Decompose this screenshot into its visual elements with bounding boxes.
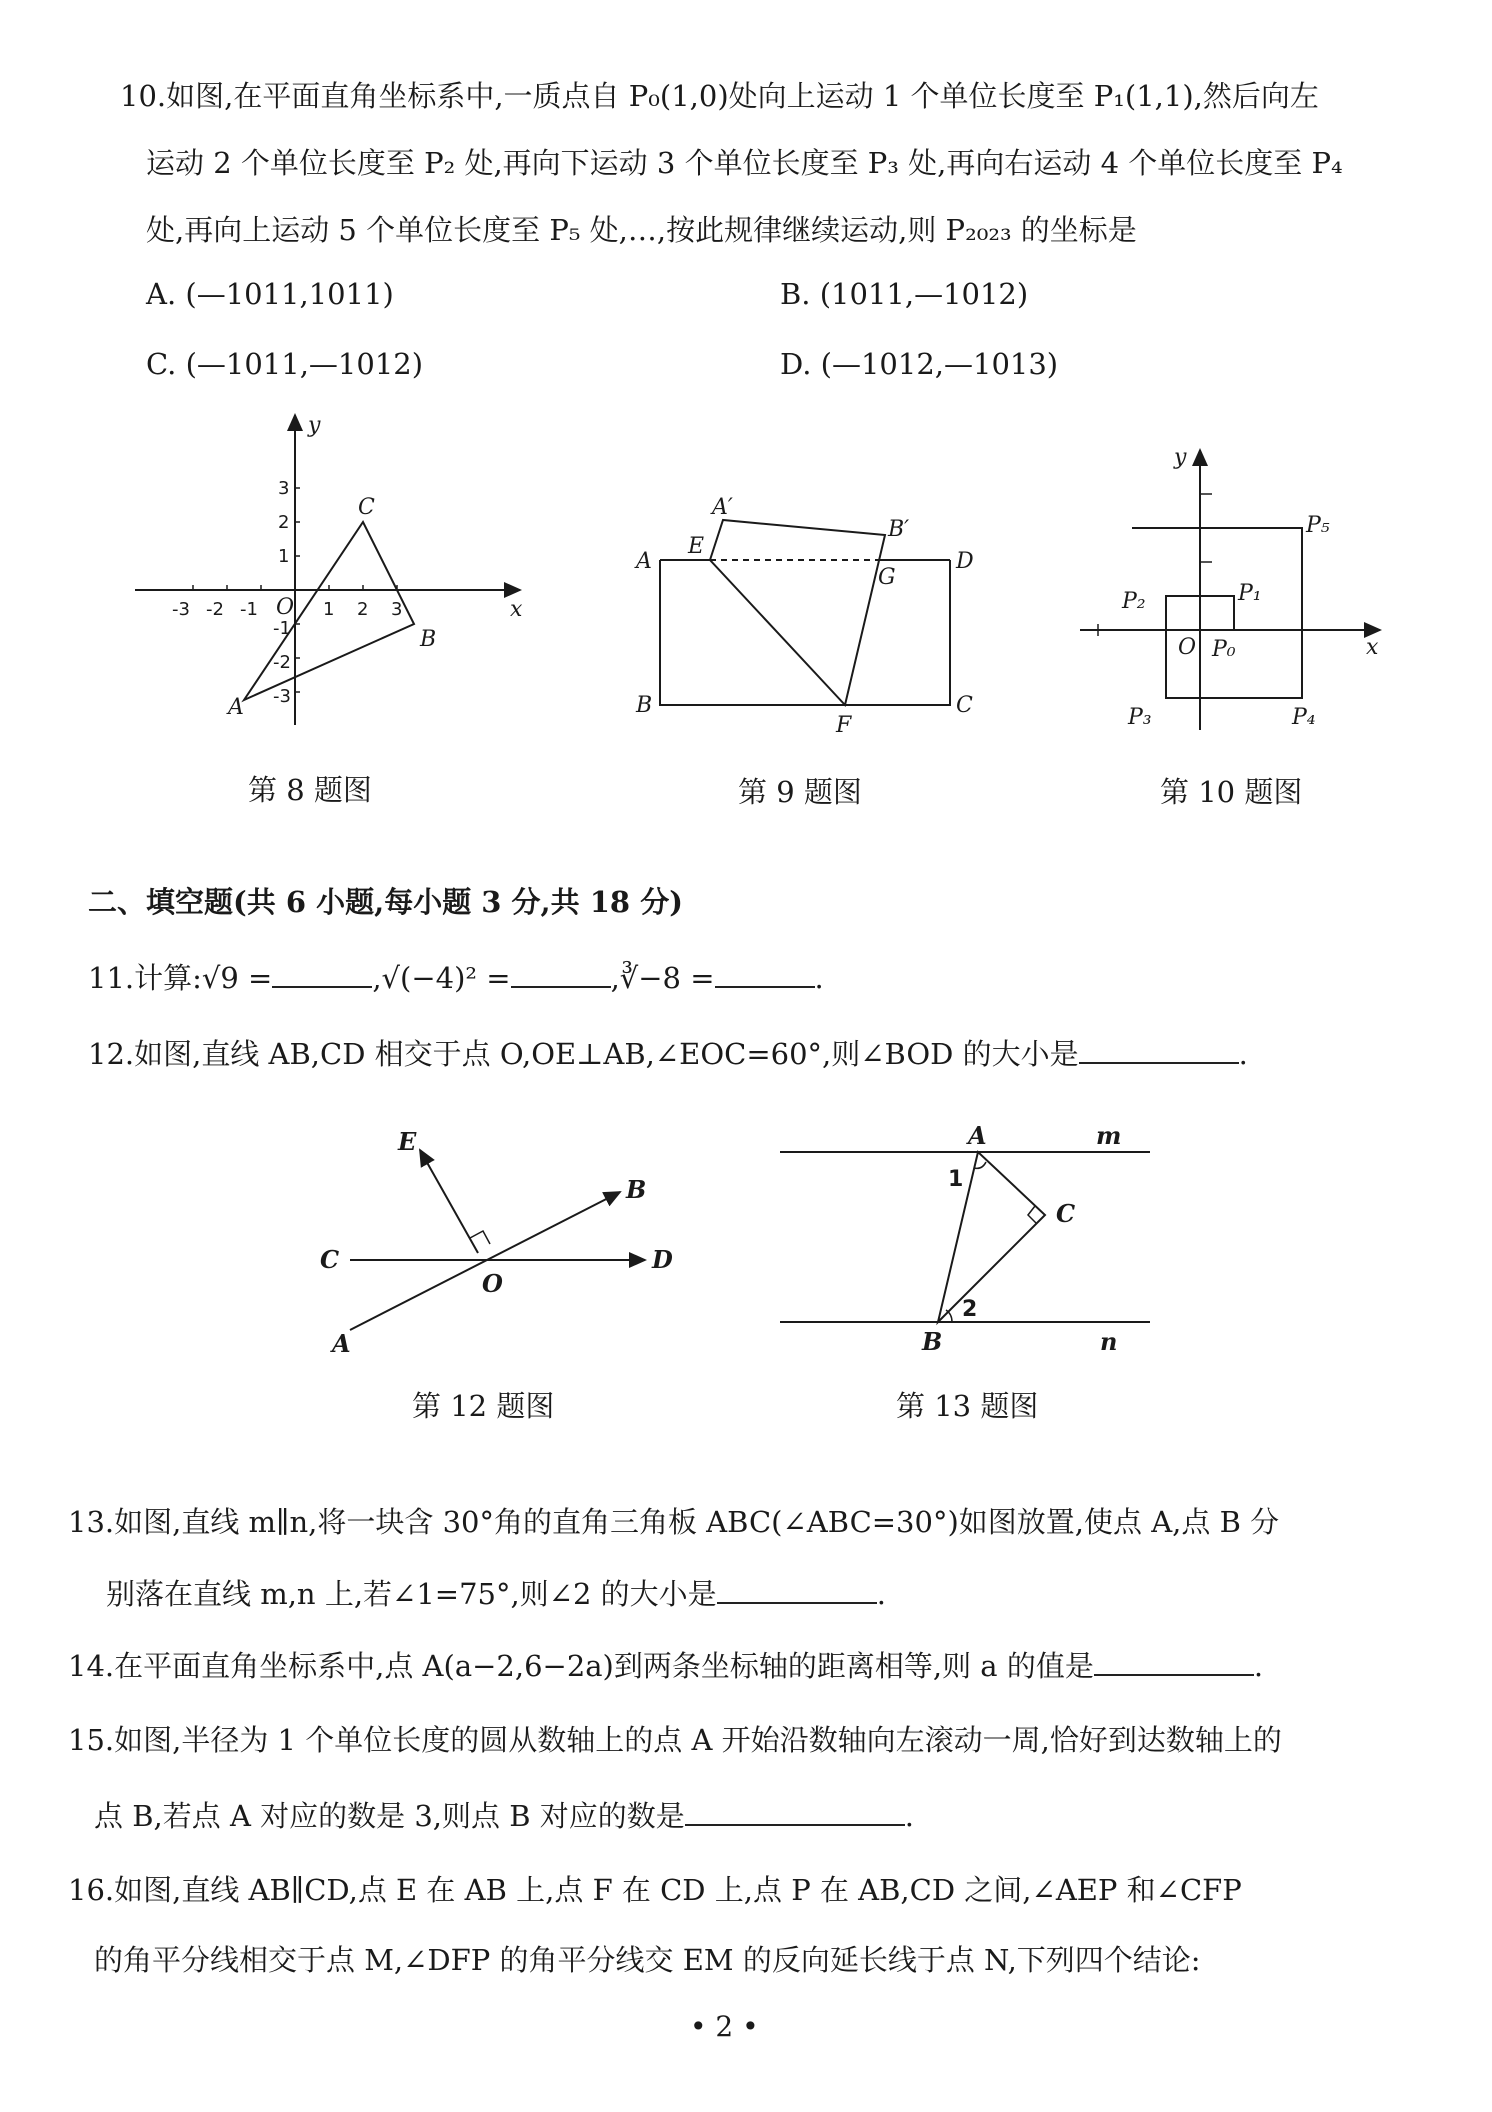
fig8-xtick-2: 2	[357, 599, 369, 620]
fig9-point-b-prime: B′	[888, 517, 910, 542]
fig9-folded-quad	[710, 520, 885, 705]
fig8-xtick-m1: -1	[240, 599, 258, 620]
q11-expr2: ,√(−4)² =	[372, 961, 511, 995]
fig8-point-a: A	[228, 695, 244, 720]
fig9-point-d: D	[956, 549, 974, 574]
fig13-point-b: B	[922, 1327, 943, 1356]
fig9-point-g: G	[878, 565, 896, 590]
q13-line1: 13.如图,直线 m∥n,将一块含 30°角的直角三角板 ABC(∠ABC=30°)如图放置,使点 A,点 B 分	[68, 1505, 1280, 1539]
q13-line2	[106, 1576, 886, 1612]
fig9-point-a: A	[636, 549, 652, 574]
q11-blank3[interactable]	[715, 960, 815, 988]
fig10-caption: 第 10 题图	[1160, 775, 1303, 809]
fig12-point-o: O	[482, 1269, 503, 1298]
q13-line2-text: 别落在直线 m,n 上,若∠1=75°,则∠2 的大小是	[106, 1577, 717, 1611]
figure-12	[310, 1120, 690, 1360]
q15-line2	[94, 1798, 914, 1834]
q10-option-c: C. (—1011,—1012)	[146, 347, 424, 381]
q11-blank1[interactable]	[272, 960, 372, 988]
fig13-right-angle	[1028, 1206, 1037, 1224]
fig10-y-label: y	[1174, 445, 1187, 470]
fig8-point-b: B	[420, 627, 437, 652]
fig9-caption: 第 9 题图	[738, 775, 862, 809]
q12-text: 12.如图,直线 AB,CD 相交于点 O,OE⊥AB,∠EOC=60°,则∠BOD 的大小是	[88, 1037, 1079, 1071]
q14-end: .	[1253, 1649, 1264, 1683]
fig8-ytick-3: 3	[278, 478, 290, 499]
fig8-ytick-m3: -3	[273, 686, 291, 707]
fig8-ytick-m2: -2	[273, 652, 291, 673]
fig12-point-d: D	[652, 1245, 673, 1274]
fig8-ytick-m1: -1	[273, 618, 291, 639]
q10-option-b: B. (1011,—1012)	[780, 277, 1029, 311]
fig10-point-p3: P₃	[1128, 705, 1152, 730]
fig9-point-e: E	[688, 534, 705, 559]
fig8-xtick-3: 3	[391, 599, 403, 620]
q11-end: .	[814, 961, 824, 995]
fig8-y-label: y	[308, 413, 321, 438]
fig8-caption: 第 8 题图	[248, 773, 372, 807]
fig8-origin: O	[276, 595, 295, 620]
q15-end: .	[904, 1799, 914, 1833]
fig9-point-b: B	[636, 693, 653, 718]
q10-option-a: A. (—1011,1011)	[146, 277, 394, 311]
fig10-point-p5: P₅	[1306, 513, 1330, 538]
q11-blank2[interactable]	[511, 960, 611, 988]
q11-prefix: 11.计算:	[88, 961, 202, 995]
fig10-point-p0: P₀	[1212, 637, 1236, 662]
fig8-xtick-1: 1	[323, 599, 335, 620]
fig8-xtick-m2: -2	[206, 599, 224, 620]
q15-blank[interactable]	[685, 1798, 905, 1826]
fig13-line-n-label: n	[1100, 1327, 1118, 1356]
figure-9	[630, 490, 980, 740]
fig13-point-c: C	[1056, 1199, 1076, 1228]
q10-option-d: D. (—1012,—1013)	[780, 347, 1059, 381]
q14-text: 14.在平面直角坐标系中,点 A(a−2,6−2a)到两条坐标轴的距离相等,则 a 的值是	[68, 1649, 1094, 1683]
section2-heading: 二、填空题(共 6 小题,每小题 3 分,共 18 分)	[88, 885, 683, 919]
fig13-angle2-label: 2	[962, 1297, 978, 1322]
fig9-rect-left-bottom	[660, 560, 950, 705]
figure-10	[1060, 440, 1400, 740]
q16-line1: 16.如图,直线 AB∥CD,点 E 在 AB 上,点 F 在 CD 上,点 P 在 AB,CD 之间,∠AEP 和∠CFP	[68, 1873, 1242, 1907]
fig13-point-a: A	[968, 1121, 987, 1150]
fig10-spiral-path	[1132, 528, 1302, 698]
figure-8	[130, 410, 530, 740]
fig12-caption: 第 12 题图	[412, 1389, 555, 1423]
fig8-ytick-2: 2	[278, 512, 290, 533]
fig8-x-label: x	[510, 597, 523, 622]
q13-end: .	[876, 1577, 886, 1611]
fig12-ray-oe	[420, 1150, 478, 1253]
q11-expr3: ,∛−8 =	[610, 961, 715, 995]
fig12-right-angle	[470, 1231, 490, 1244]
fig8-xtick-m3: -3	[172, 599, 190, 620]
q12	[88, 1036, 1248, 1072]
fig10-point-p1: P₁	[1238, 581, 1262, 606]
q11	[88, 960, 824, 996]
fig8-ytick-1: 1	[278, 546, 290, 567]
fig12-point-c: C	[320, 1245, 340, 1274]
q14	[68, 1648, 1263, 1684]
page-number: • 2 •	[690, 2010, 759, 2043]
fig10-point-p2: P₂	[1122, 589, 1146, 614]
q11-expr1: √9 =	[201, 961, 273, 995]
q12-end: .	[1238, 1037, 1248, 1071]
fig9-point-c: C	[956, 693, 973, 718]
q10-line2: 运动 2 个单位长度至 P₂ 处,再向下运动 3 个单位长度至 P₃ 处,再向右运动 4 个单位长度至 P₄	[146, 146, 1343, 180]
fig13-angle1-label: 1	[948, 1167, 964, 1192]
fig13-line-m-label: m	[1096, 1121, 1122, 1150]
q12-blank[interactable]	[1079, 1036, 1239, 1064]
q16-line2: 的角平分线相交于点 M,∠DFP 的角平分线交 EM 的反向延长线于点 N,下列四个结论:	[94, 1943, 1201, 1977]
q15-line1: 15.如图,半径为 1 个单位长度的圆从数轴上的点 A 开始沿数轴向左滚动一周,恰好到达数轴上的	[68, 1723, 1282, 1757]
fig12-point-a: A	[332, 1329, 351, 1358]
q13-blank[interactable]	[717, 1576, 877, 1604]
q14-blank[interactable]	[1094, 1648, 1254, 1676]
fig9-point-a-prime: A′	[712, 495, 733, 520]
q10-line1: 10.如图,在平面直角坐标系中,一质点自 P₀(1,0)处向上运动 1 个单位长度至 P₁(1,1),然后向左	[120, 79, 1319, 113]
fig13-caption: 第 13 题图	[896, 1389, 1039, 1423]
fig8-point-c: C	[358, 495, 375, 520]
fig12-point-e: E	[398, 1127, 417, 1156]
fig10-point-p4: P₄	[1292, 705, 1316, 730]
fig9-point-f: F	[836, 713, 852, 738]
q15-line2-text: 点 B,若点 A 对应的数是 3,则点 B 对应的数是	[94, 1799, 685, 1833]
figure-13	[770, 1110, 1170, 1360]
fig12-point-b: B	[626, 1175, 647, 1204]
q10-line3: 处,再向上运动 5 个单位长度至 P₅ 处,…,按此规律继续运动,则 P₂₀₂₃ 的坐标是	[146, 213, 1137, 247]
fig10-origin: O	[1178, 635, 1197, 660]
fig10-x-label: x	[1366, 635, 1379, 660]
